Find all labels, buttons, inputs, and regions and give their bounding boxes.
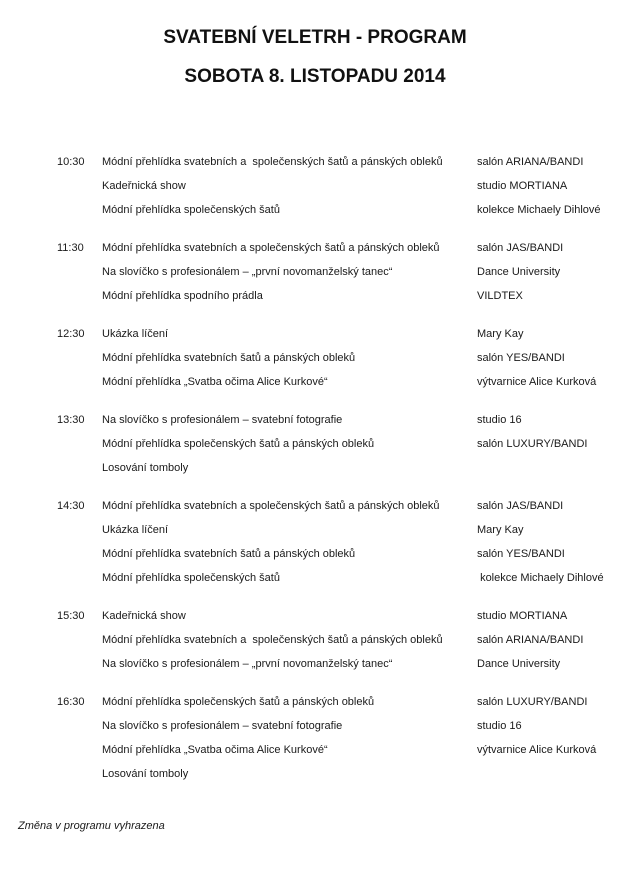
venue-label: salón YES/BANDI	[477, 352, 565, 364]
venue-label: Dance University	[477, 658, 561, 670]
event-label: Módní přehlídka svatebních a společenských šatů a pánských obleků	[102, 156, 443, 168]
venue-label: studio MORTIANA	[477, 610, 568, 622]
venue-label: salón LUXURY/BANDI	[477, 696, 588, 708]
schedule-row	[57, 690, 622, 714]
event-label: Na slovíčko s profesionálem – svatební fotografie	[102, 414, 343, 426]
time-label: 16:30	[57, 696, 85, 708]
schedule-row	[57, 762, 622, 786]
venue-label: výtvarnice Alice Kurková	[477, 744, 597, 756]
schedule-row	[57, 566, 622, 590]
schedule-row	[57, 322, 622, 346]
time-label: 14:30	[57, 500, 85, 512]
schedule-row	[57, 174, 622, 198]
venue-label: salón ARIANA/BANDI	[477, 156, 584, 168]
event-label: Ukázka líčení	[102, 328, 169, 340]
time-block	[57, 604, 622, 676]
event-label: Módní přehlídka svatebních šatů a pánských obleků	[102, 548, 356, 560]
schedule-row	[57, 408, 622, 432]
venue-label: studio MORTIANA	[477, 180, 568, 192]
event-label: Módní přehlídka svatebních a společenských šatů a pánských obleků	[102, 242, 440, 254]
schedule-row	[57, 714, 622, 738]
venue-label: studio 16	[477, 720, 522, 732]
event-label: Módní přehlídka společenských šatů	[102, 572, 280, 584]
venue-label: Mary Kay	[477, 328, 524, 340]
schedule-row	[57, 260, 622, 284]
event-label: Na slovíčko s profesionálem – svatební fotografie	[102, 720, 343, 732]
venue-label: kolekce Michaely Dihlové	[477, 572, 604, 584]
venue-label: VILDTEX	[477, 290, 523, 302]
schedule-row	[57, 150, 622, 174]
event-label: Módní přehlídka spodního prádla	[102, 290, 263, 302]
schedule-row	[57, 346, 622, 370]
event-label: Na slovíčko s profesionálem – „první novomanželský tanec“	[102, 266, 393, 278]
page-title: SVATEBNÍ VELETRH - PROGRAM	[163, 27, 467, 48]
footer-note: Změna v programu vyhrazena	[18, 820, 165, 832]
schedule-row	[57, 284, 622, 308]
time-label: 11:30	[57, 242, 84, 254]
venue-label: studio 16	[477, 414, 522, 426]
schedule-row	[57, 494, 622, 518]
event-label: Módní přehlídka „Svatba očima Alice Kurkové“	[102, 744, 328, 756]
venue-label: salón YES/BANDI	[477, 548, 565, 560]
schedule-row	[57, 236, 622, 260]
event-label: Módní přehlídka svatebních šatů a pánských obleků	[102, 352, 356, 364]
schedule-row	[57, 652, 622, 676]
venue-label: Dance University	[477, 266, 561, 278]
time-block	[57, 150, 622, 222]
event-label: Na slovíčko s profesionálem – „první novomanželský tanec“	[102, 658, 393, 670]
schedule-row	[57, 456, 622, 480]
schedule	[57, 150, 622, 800]
venue-label: výtvarnice Alice Kurková	[477, 376, 597, 388]
page-subtitle: SOBOTA 8. LISTOPADU 2014	[184, 66, 446, 87]
event-label: Módní přehlídka svatebních a společenských šatů a pánských obleků	[102, 634, 443, 646]
time-label: 12:30	[57, 328, 85, 340]
venue-label: salón ARIANA/BANDI	[477, 634, 584, 646]
event-label: Módní přehlídka společenských šatů	[102, 204, 280, 216]
time-label: 13:30	[57, 414, 85, 426]
time-block	[57, 408, 622, 480]
schedule-row	[57, 604, 622, 628]
venue-label: salón JAS/BANDI	[477, 500, 564, 512]
event-label: Módní přehlídka společenských šatů a pánských obleků	[102, 438, 375, 450]
venue-label: Mary Kay	[477, 524, 524, 536]
time-block	[57, 322, 622, 394]
schedule-row	[57, 370, 622, 394]
time-label: 10:30	[57, 156, 85, 168]
event-label: Kadeřnická show	[102, 610, 186, 622]
schedule-row	[57, 738, 622, 762]
event-label: Ukázka líčení	[102, 524, 169, 536]
venue-label: kolekce Michaely Dihlové	[477, 204, 601, 216]
schedule-row	[57, 518, 622, 542]
event-label: Losování tomboly	[102, 768, 189, 780]
venue-label: salón LUXURY/BANDI	[477, 438, 588, 450]
schedule-row	[57, 198, 622, 222]
schedule-row	[57, 628, 622, 652]
schedule-row	[57, 432, 622, 456]
event-label: Losování tomboly	[102, 462, 189, 474]
time-label: 15:30	[57, 610, 85, 622]
venue-label: salón JAS/BANDI	[477, 242, 564, 254]
time-block	[57, 690, 622, 786]
event-label: Kadeřnická show	[102, 180, 186, 192]
time-block	[57, 236, 622, 308]
event-label: Módní přehlídka „Svatba očima Alice Kurkové“	[102, 376, 328, 388]
event-label: Módní přehlídka svatebních a společenských šatů a pánských obleků	[102, 500, 440, 512]
time-block	[57, 494, 622, 590]
event-label: Módní přehlídka společenských šatů a pánských obleků	[102, 696, 375, 708]
schedule-row	[57, 542, 622, 566]
